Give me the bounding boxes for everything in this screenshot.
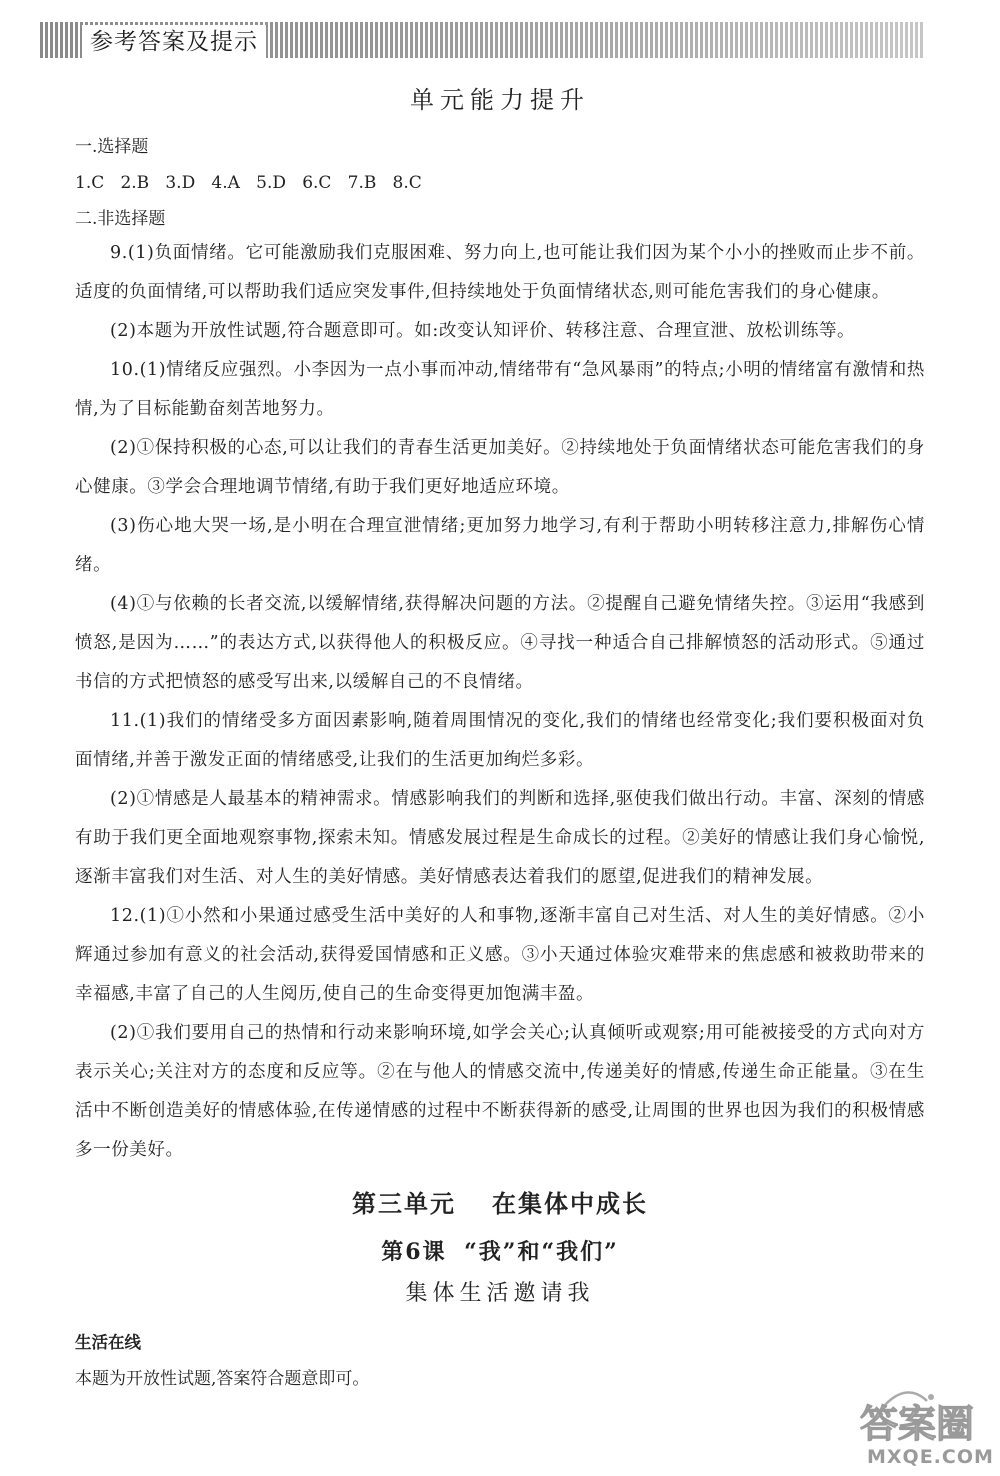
watermark-url: MXQE.COM	[867, 1446, 994, 1468]
nonchoice-heading: 二.非选择题	[75, 209, 166, 229]
lesson-title	[75, 1232, 925, 1272]
life-online-heading: 生活在线	[75, 1333, 141, 1352]
page-content	[75, 80, 925, 1392]
answer-11-1: 11.(1)我们的情绪受多方面因素影响,随着周围情况的变化,我们的情绪也经常变化;我们要积极面对负面情绪,并善于激发正面的情绪感受,让我们的生活更加绚烂多彩。	[75, 711, 925, 770]
unit-title	[75, 1184, 925, 1224]
running-header: 参考答案及提示	[82, 25, 266, 59]
answer-9-2: (2)本题为开放性试题,符合题意即可。如:改变认知评价、转移注意、合理宣泄、放松训练等。	[110, 321, 856, 341]
answer-11-2: (2)①情感是人最基本的精神需求。情感影响我们的判断和选择,驱使我们做出行动。丰富、深刻的情感有助于我们更全面地观察事物,探索未知。情感发展过程是生命成长的过程。②美好的情感让我们身心愉悦,逐渐丰富我们对生活、对人生的美好情感。美好情感表达着我们的愿望,促进我们的精神发展。	[75, 789, 925, 887]
answer-10-1: 10.(1)情绪反应强烈。小李因为一点小事而冲动,情绪带有“急风暴雨”的特点;小明的情绪富有激情和热情,为了目标能勤奋刻苦地努力。	[75, 360, 925, 419]
unit-number: 第三单元	[352, 1189, 456, 1218]
answer-12-1: 12.(1)①小然和小果通过感受生活中美好的人和事物,逐渐丰富自己对生活、对人生的美好情感。②小辉通过参加有意义的社会活动,获得爱国情感和正义感。③小天通过体验灾难带来的焦虑感和被救助带来的幸福感,丰富了自己的人生阅历,使自己的生命变得更加饱满丰盈。	[75, 906, 925, 1004]
choice-heading: 一.选择题	[75, 137, 149, 157]
watermark-text: 答案圈	[860, 1402, 975, 1446]
choice-answers: 1.C 2.B 3.D 4.A 5.D 6.C 7.B 8.C	[75, 173, 422, 193]
answer-10-4: (4)①与依赖的长者交流,以缓解情绪,获得解决问题的方法。②提醒自己避免情绪失控。③运用“我感到愤怒,是因为……”的表达方式,以获得他人的积极反应。④寻找一种适合自己排解愤怒的活动形式。⑤通过书信的方式把愤怒的感受写出来,以缓解自己的不良情绪。	[75, 594, 925, 692]
section-title: 单元能力提升	[410, 86, 590, 114]
lesson-name: “我”和“我们”	[464, 1239, 619, 1265]
unit-name: 在集体中成长	[492, 1189, 648, 1218]
life-online-text: 本题为开放性试题,答案符合题意即可。	[75, 1369, 370, 1389]
lesson-number: 第6课	[381, 1239, 447, 1265]
answer-12-2: (2)①我们要用自己的热情和行动来影响环境,如学会关心;认真倾听或观察;用可能被接受的方式向对方表示关心;关注对方的态度和反应等。②在与他人的情感交流中,传递美好的情感,传递生命正能量。③在生活中不断创造美好的情感体验,在传递情感的过程中不断获得新的感受,让周围的世界也因为我们的积极情感多一份美好。	[75, 1023, 925, 1160]
answer-10-2: (2)①保持积极的心态,可以让我们的青春生活更加美好。②持续地处于负面情绪状态可能危害我们的身心健康。③学会合理地调节情绪,有助于我们更好地适应环境。	[75, 438, 925, 497]
watermark-logo	[845, 1375, 995, 1470]
lesson-subtitle: 集体生活邀请我	[405, 1281, 595, 1306]
answer-9-1: 9.(1)负面情绪。它可能激励我们克服困难、努力向上,也可能让我们因为某个小小的挫败而止步不前。适度的负面情绪,可以帮助我们适应突发事件,但持续地处于负面情绪状态,则可能危害我们的身心健康。	[75, 243, 925, 302]
answer-10-3: (3)伤心地大哭一场,是小明在合理宣泄情绪;更加努力地学习,有利于帮助小明转移注意力,排解伤心情绪。	[75, 516, 925, 575]
